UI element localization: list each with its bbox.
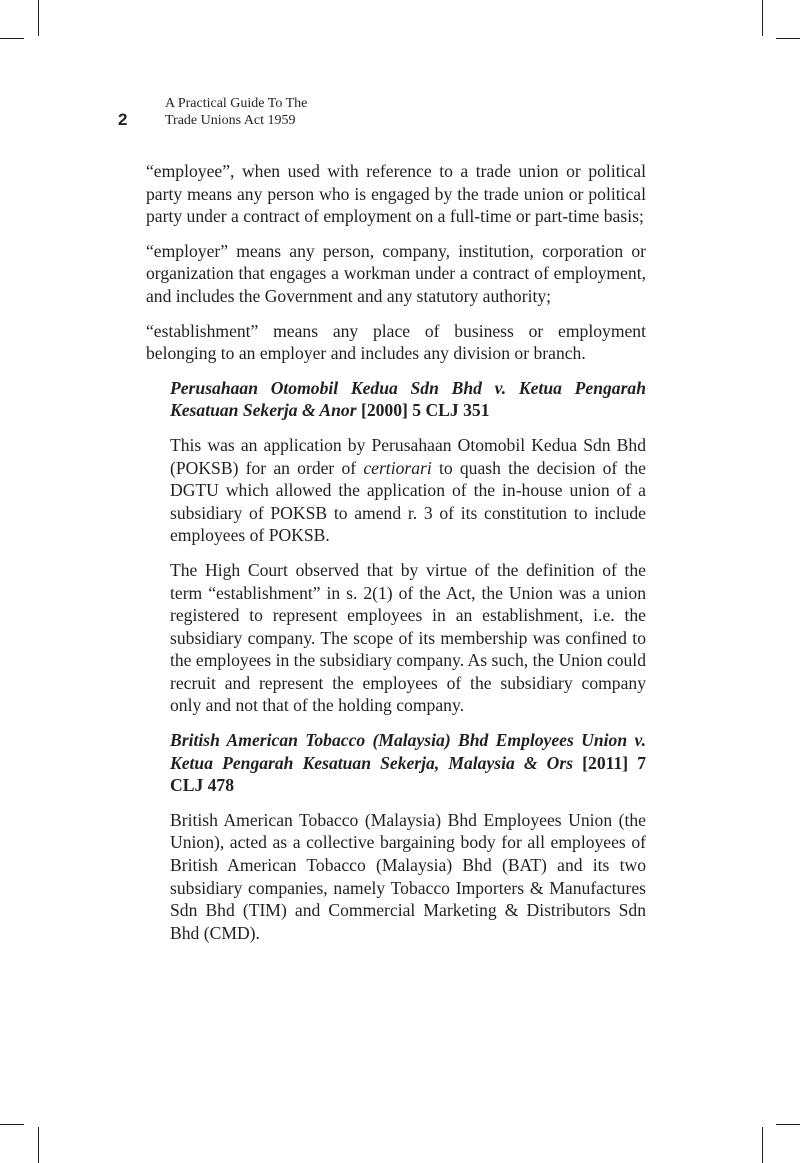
crop-mark-top-left-h (0, 38, 24, 39)
case-citation: [2011] 7 CLJ 478 (170, 752, 647, 796)
crop-mark-top-left (38, 0, 39, 36)
case-heading (170, 729, 646, 797)
crop-mark-top-right-h (776, 38, 800, 39)
case-paragraph-text: This was an application by Perusahaan Otomobil Kedua Sdn Bhd (POKSB) for an order of (170, 434, 646, 478)
case-summary-poksb (170, 377, 646, 717)
latin-term: certiorari (363, 457, 432, 478)
definition-establishment: “establishment” means any place of business or employment belonging to an employer and includes any division or branch. (146, 320, 646, 364)
case-heading (170, 377, 646, 422)
page-number: 2 (118, 110, 128, 129)
case-paragraph-text: to quash the decision of the DGTU which allowed the application of the in-house union of a subsidiary of POKSB to amend r. 3 of its constitution to include employees of POKSB. (170, 457, 646, 546)
case-paragraph: The High Court observed that by virtue of the definition of the term “establishment” in s. 2(1) of the Act, the Union was a union registered to represent employees in an establishment, i.e. the subsidiary company. The scope of its membership was confined to the employees in the subsidiary company. As such, the Union could recruit and represent the employees of the subsidiary company only and not that of the holding company. (170, 559, 646, 716)
definition-employee: “employee”, when used with reference to a trade union or political party means any person who is engaged by the trade union or political party under a contract of employment on a full-time or part-time basis; (146, 161, 646, 227)
case-summary-bat (170, 729, 646, 944)
crop-mark-bottom-right (762, 1127, 763, 1163)
case-paragraph (170, 434, 646, 547)
case-paragraph: British American Tobacco (Malaysia) Bhd Employees Union (the Union), acted as a collective bargaining body for all employees of British American Tobacco (Malaysia) Bhd (BAT) and its two subsidiary companies, namely Tobacco Importers & Manufactures Sdn Bhd (TIM) and Commercial Marketing & Distributors Sdn Bhd (CMD). (170, 809, 646, 943)
case-name: British American Tobacco (Malaysia) Bhd Employees Union v. Ketua Pengarah Kesatuan Sekerja, Malaysia & Ors (170, 730, 646, 773)
case-citation: [2000] 5 CLJ 351 (356, 400, 490, 421)
crop-mark-bottom-left (38, 1127, 39, 1163)
definition-employer: “employer” means any person, company, institution, corporation or organization that engages a workman under a contract of employment, and includes the Government and any statutory authority; (146, 240, 646, 306)
running-header-line-1: A Practical Guide To The (165, 96, 308, 111)
page-body (146, 160, 646, 956)
crop-mark-bottom-right-h (776, 1124, 800, 1125)
crop-mark-top-right (762, 0, 763, 36)
running-header (165, 95, 307, 129)
case-name: Perusahaan Otomobil Kedua Sdn Bhd v. Ketua Pengarah Kesatuan Sekerja & Anor (170, 377, 646, 421)
running-header-line-2: Trade Unions Act 1959 (165, 113, 296, 128)
crop-mark-bottom-left-h (0, 1124, 24, 1125)
